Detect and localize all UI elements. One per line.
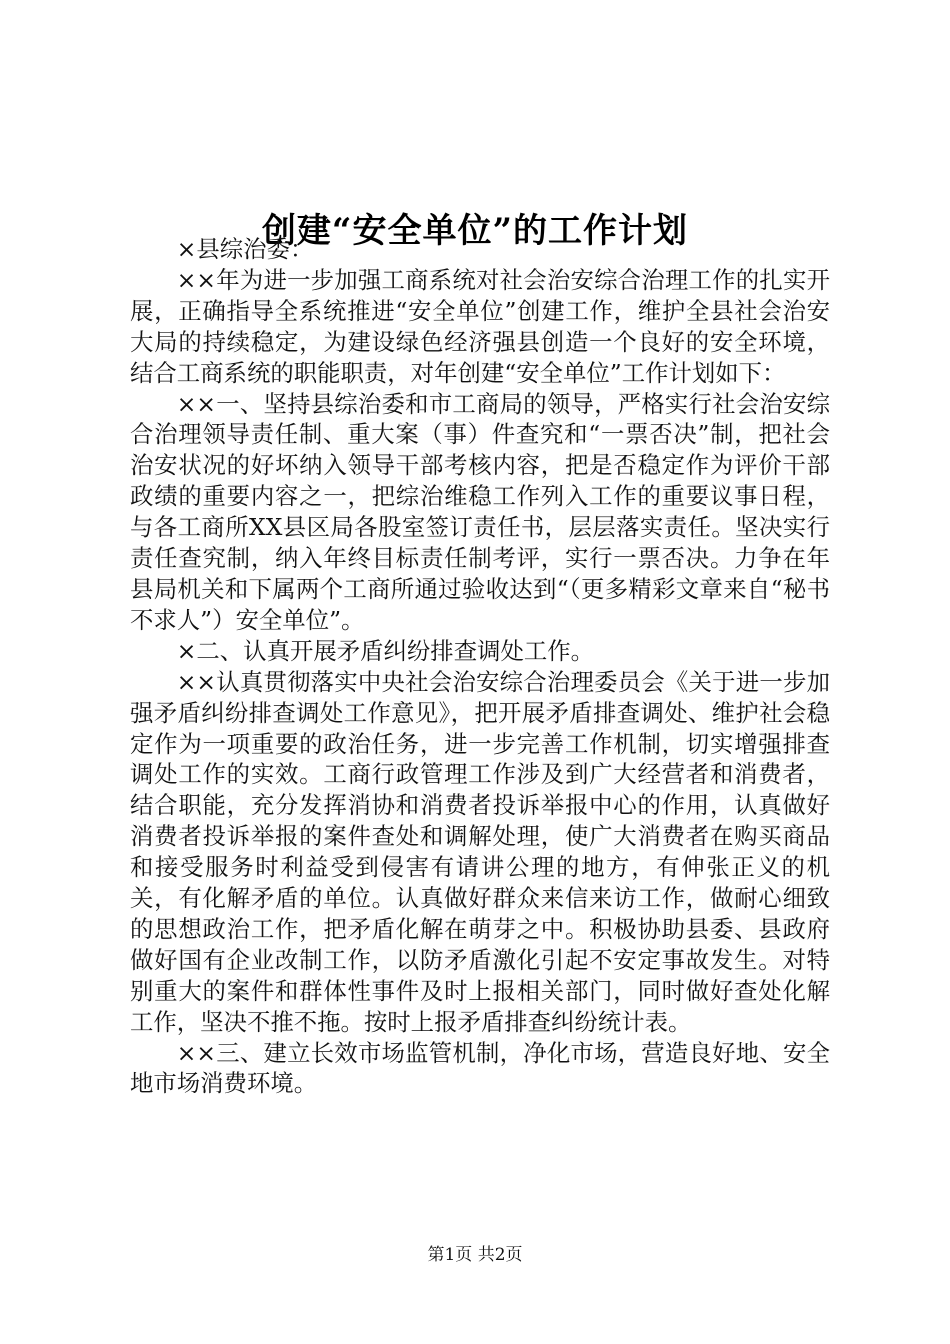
document-title: 创建“安全单位”的工作计划 bbox=[261, 210, 689, 251]
salutation-paragraph: ×县综治委： bbox=[176, 235, 314, 263]
page-number-footer: 第1页 共2页 bbox=[427, 1245, 523, 1265]
intro-paragraph: ××年为进一步加强工商系统对社会治安综合治理工作的扎实开展，正确指导全系统推进“安全单位”创建工作，维护全县社会治安大局的持续稳定，为建设绿色经济强县创造一个良好的安全环境，结合工商系统的职能职责，对年创建“安全单位”工作计划如下： bbox=[130, 265, 830, 387]
section-three-paragraph: ××三、建立长效市场监管机制，净化市场，营造良好地、安全地市场消费环境。 bbox=[130, 1038, 830, 1098]
section-two-paragraph: ××认真贯彻落实中央社会治安综合治理委员会《关于进一步加强矛盾纠纷排查调处工作意见》，把开展矛盾排查调处、维护社会稳定作为一项重要的政治任务，进一步完善工作机制，切实增强排查调处工作的实效。工商行政管理工作涉及到广大经营者和消费者，结合职能，充分发挥消协和消费者投诉举报中心的作用，认真做好消费者投诉举报的案件查处和调解处理，使广大消费者在购买商品和接受服务时利益受到侵害有请讲公理的地方，有伸张正义的机关，有化解矛盾的单位。认真做好群众来信来访工作，做耐心细致的思想政治工作，把矛盾化解在萌芽之中。积极协助县委、县政府做好国有企业改制工作，以防矛盾激化引起不安定事故发生。对特别重大的案件和群体性事件及时上报相关部门，同时做好查处化解工作，坚决不推不拖。按时上报矛盾排查纠纷统计表。 bbox=[130, 667, 830, 1036]
section-two-heading: ×二、认真开展矛盾纠纷排查调处工作。 bbox=[176, 636, 595, 665]
document-body bbox=[130, 234, 830, 1099]
section-one-paragraph: ××一、坚持县综治委和市工商局的领导，严格实行社会治安综合治理领导责任制、重大案（事）件查究和“一票否决”制，把社会治安状况的好坏纳入领导干部考核内容，把是否稳定作为评价干部政绩的重要内容之一，把综治维稳工作列入工作的重要议事日程，与各工商所XX县区局各股室签订责任书，层层落实责任。坚决实行责任查究制，纳入年终目标责任制考评，实行一票否决。力争在年县局机关和下属两个工商所通过验收达到“（更多精彩文章来自“秘书不求人”）安全单位”。 bbox=[130, 389, 830, 634]
